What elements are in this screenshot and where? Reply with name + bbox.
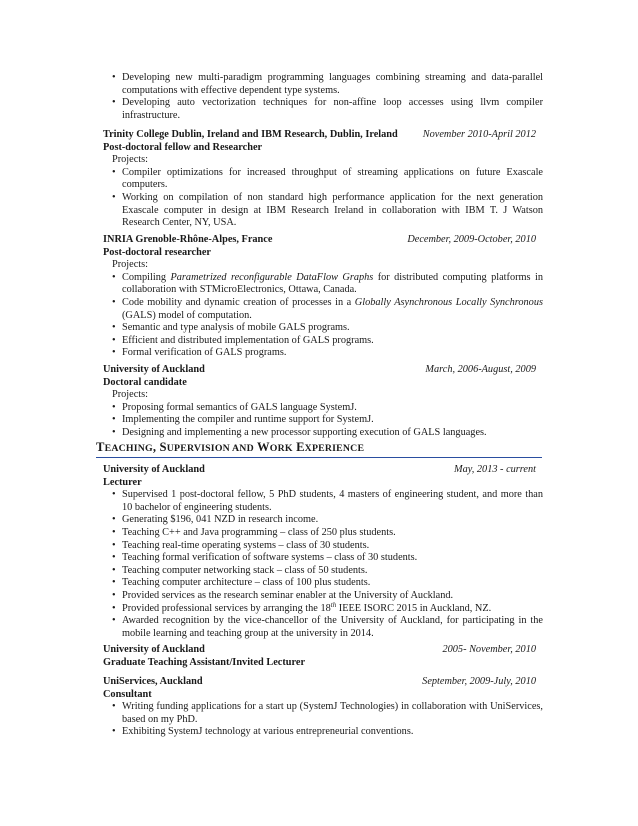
heading-text: EACHING [104, 443, 153, 454]
list-item: • Teaching formal verification of software systems – class of 30 students. [103, 552, 543, 565]
list-item: • Developing new multi-paradigm programming languages combining streaming and data-parallel computations with effective dependent type systems. [103, 72, 543, 97]
heading-text: XPERIENCE [304, 443, 365, 454]
list-item: • Supervised 1 post-doctoral fellow, 5 PhD students, 4 masters of engineering student, and more than 10 bachelor of engineering students. [103, 489, 543, 514]
heading-text: UPERVISION AND [166, 443, 254, 454]
entry-trinity [103, 129, 543, 230]
heading-text: , [152, 440, 160, 454]
emphasized-text: Globally Asynchronous Locally Synchronous [354, 296, 543, 308]
entry-header [103, 464, 543, 477]
entry-role: Consultant [103, 688, 152, 700]
projects-label: Projects: [112, 389, 149, 401]
list-item: • Efficient and distributed implementation of GALS programs. [103, 335, 543, 348]
list-item-text: Code mobility and dynamic creation of processes in a [122, 296, 355, 308]
entry-bullet-list [103, 167, 543, 230]
list-item: • Formal verification of GALS programs. [103, 347, 543, 360]
list-item: • Developing auto vectorization techniques for non-affine loop accesses using llvm compiler infrastructure. [103, 97, 543, 122]
entry-bullet-list [103, 489, 543, 640]
list-item [103, 297, 543, 322]
list-item: • Implementing the compiler and runtime support for SystemJ. [103, 414, 543, 427]
superscript: th [330, 600, 337, 609]
intro-block [103, 72, 543, 122]
entry-organization: INRIA Grenoble-Rhône-Alpes, France [103, 234, 273, 245]
list-item: • Teaching real-time operating systems – class of 30 students. [103, 540, 543, 553]
list-item [103, 272, 543, 297]
list-item: • Generating $196, 041 NZD in research income. [103, 514, 543, 527]
section-heading [96, 440, 542, 458]
list-item: • Exhibiting SystemJ technology at various entrepreneurial conventions. [103, 726, 543, 739]
heading-text: ORK [269, 443, 293, 454]
entry-bullet-list [103, 272, 543, 360]
entry-organization: Trinity College Dublin, Ireland and IBM Research, Dublin, Ireland [103, 129, 398, 140]
entry-header [103, 676, 543, 689]
entry-bullet-list [103, 701, 543, 739]
list-item-text: (GALS) model of computation. [122, 309, 252, 321]
list-item: • Working on compilation of non standard high performance application for the next generation Exascale computer in design at IBM Research Ireland in collaboration with IBM T. J Watson Research Center, NY, USA. [103, 192, 543, 230]
list-item: • Teaching C++ and Java programming – class of 250 plus students. [103, 527, 543, 540]
list-item: • Provided services as the research seminar enabler at the University of Auckland. [103, 590, 543, 603]
entry-organization: University of Auckland [103, 364, 205, 375]
heading-text: T [96, 440, 105, 454]
projects-label: Projects: [112, 259, 149, 271]
list-item: • Teaching computer networking stack – class of 50 students. [103, 565, 543, 578]
entry-date: December, 2009-October, 2010 [407, 234, 536, 245]
entry-header [103, 644, 543, 657]
entry-organization: UniServices, Auckland [103, 676, 203, 687]
entry-inria [103, 234, 543, 360]
entry-date: September, 2009-July, 2010 [422, 676, 536, 687]
heading-text: W [256, 440, 270, 454]
entry-bullet-list [103, 402, 543, 440]
list-item: • Semantic and type analysis of mobile GALS programs. [103, 322, 543, 335]
list-item: • Compiler optimizations for increased throughput of streaming applications on future Exascale computers. [103, 167, 543, 192]
entry-date: May, 2013 - current [454, 464, 536, 475]
entry-header [103, 234, 543, 247]
entry-role: Post-doctoral researcher [103, 246, 211, 258]
intro-bullet-list [103, 72, 543, 122]
entry-role: Post-doctoral fellow and Researcher [103, 141, 263, 153]
entry-teaching-assistant [103, 644, 543, 669]
list-item-text: for distributed computing platforms in collaboration with STMicroElectronics, Ottawa, Canada. [122, 271, 543, 296]
entry-date: March, 2006-August, 2009 [425, 364, 536, 375]
entry-header [103, 364, 543, 377]
entry-header [103, 129, 543, 142]
list-item: • Writing funding applications for a start up (SystemJ Technologies) in collaboration with UniServices, based on my PhD. [103, 701, 543, 726]
entry-auckland-doctoral [103, 364, 543, 440]
list-item: • Awarded recognition by the vice-chancellor of the University of Auckland, for participating in the mobile learning and teaching group at the university in 2014. [103, 615, 543, 640]
list-item: • Proposing formal semantics of GALS language SystemJ. [103, 402, 543, 415]
entry-lecturer [103, 464, 543, 640]
entry-uniservices [103, 676, 543, 739]
heading-text: E [296, 440, 305, 454]
list-item-text: Compiling [122, 271, 171, 283]
entry-date: November 2010-April 2012 [422, 129, 536, 140]
list-item [103, 600, 543, 616]
list-item-text: IEEE ISORC 2015 in Auckland, NZ. [336, 602, 492, 614]
entry-role: Lecturer [103, 476, 142, 488]
projects-label: Projects: [112, 154, 149, 166]
entry-role: Graduate Teaching Assistant/Invited Lecturer [103, 656, 306, 668]
list-item: • Teaching computer architecture – class of 100 plus students. [103, 577, 543, 590]
entry-organization: University of Auckland [103, 644, 205, 655]
list-item-text: Provided professional services by arranging the 18 [122, 602, 331, 614]
entry-role: Doctoral candidate [103, 376, 187, 388]
emphasized-text: Parametrized reconfigurable DataFlow Graphs [170, 271, 374, 283]
entry-organization: University of Auckland [103, 464, 205, 475]
heading-text: S [159, 440, 167, 454]
list-item: • Designing and implementing a new processor supporting execution of GALS languages. [103, 427, 543, 440]
entry-date: 2005- November, 2010 [442, 644, 536, 655]
